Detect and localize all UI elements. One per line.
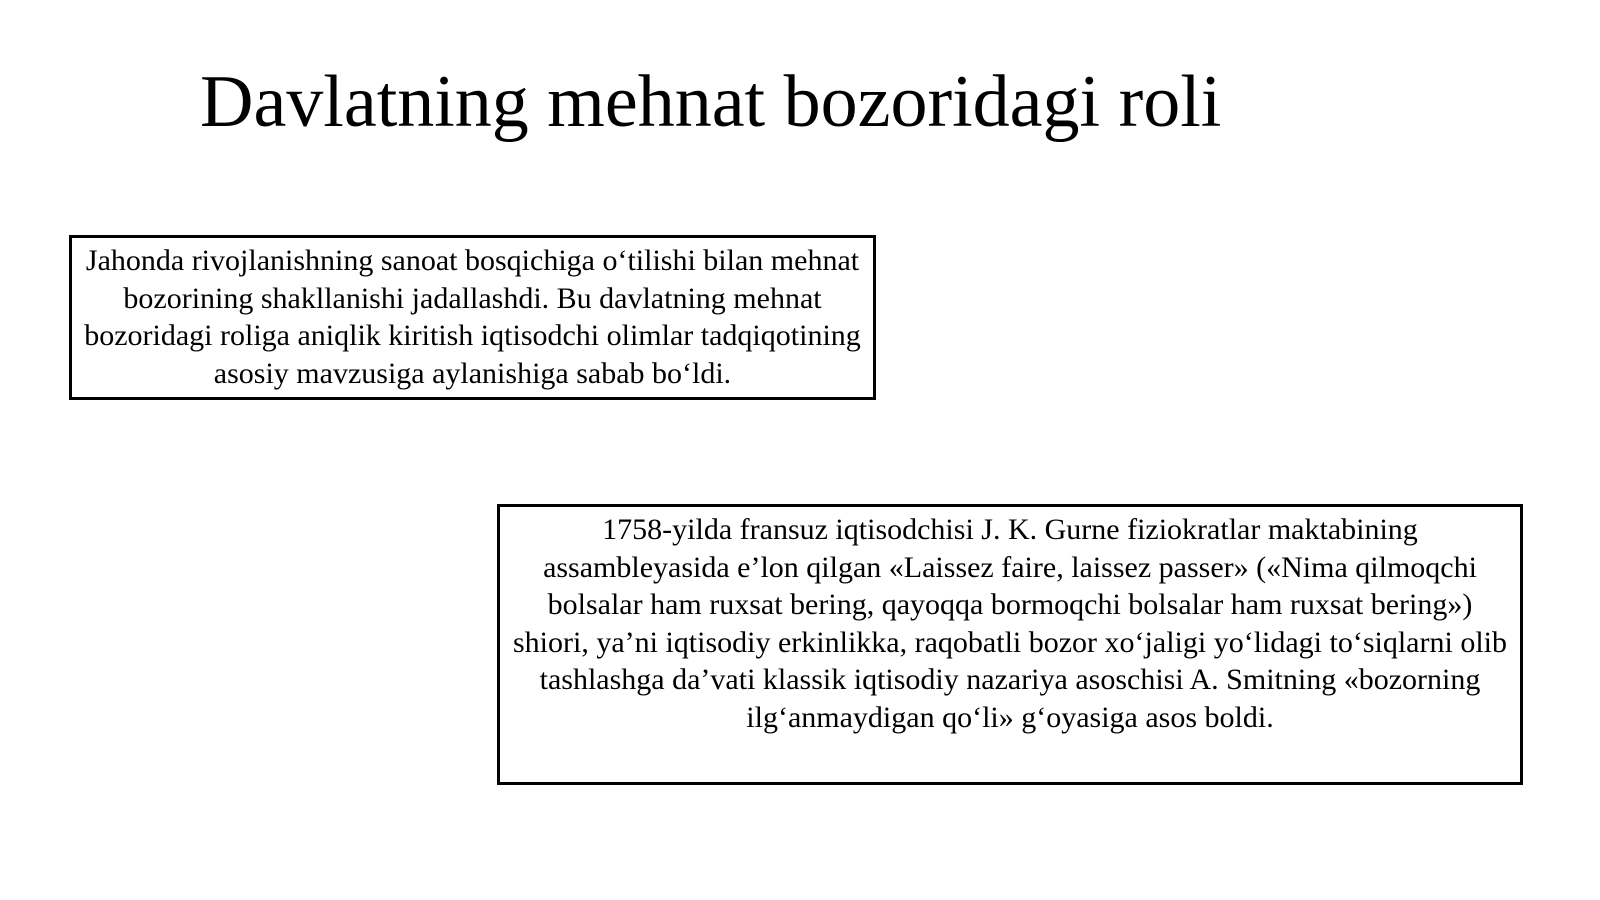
text-box-industrial-stage: Jahonda rivojlanishning sanoat bosqichiga o‘tilishi bilan mehnat bozorining shakllanishi jadallashdi. Bu davlatning mehnat bozoridagi roliga aniqlik kiritish iqtisodchi olimlar tadqiqotining asosiy mavzusiga aylanishiga sabab bo‘ldi. xyxy=(69,235,876,400)
text-box-laissez-faire: 1758-yilda fransuz iqtisodchisi J. K. Gurne fiziokratlar maktabining assambleyasida e’lon qilgan «Laissez faire, laissez passer» («Nima qilmoqchi bolsalar ham ruxsat bering, qayoqqa bormoqchi bolsalar ham ruxsat bering») shiori, ya’ni iqtisodiy erkinlikka, raqobatli bozor xo‘jaligi yo‘lidagi to‘siqlarni olib tashlashga da’vati klassik iqtisodiy nazariya asoschisi A. Smitning «bozorning ilg‘anmaydigan qo‘li» g‘oyasiga asos boldi. xyxy=(497,504,1523,785)
slide-title: Davlatning mehnat bozoridagi roli xyxy=(200,61,1222,143)
